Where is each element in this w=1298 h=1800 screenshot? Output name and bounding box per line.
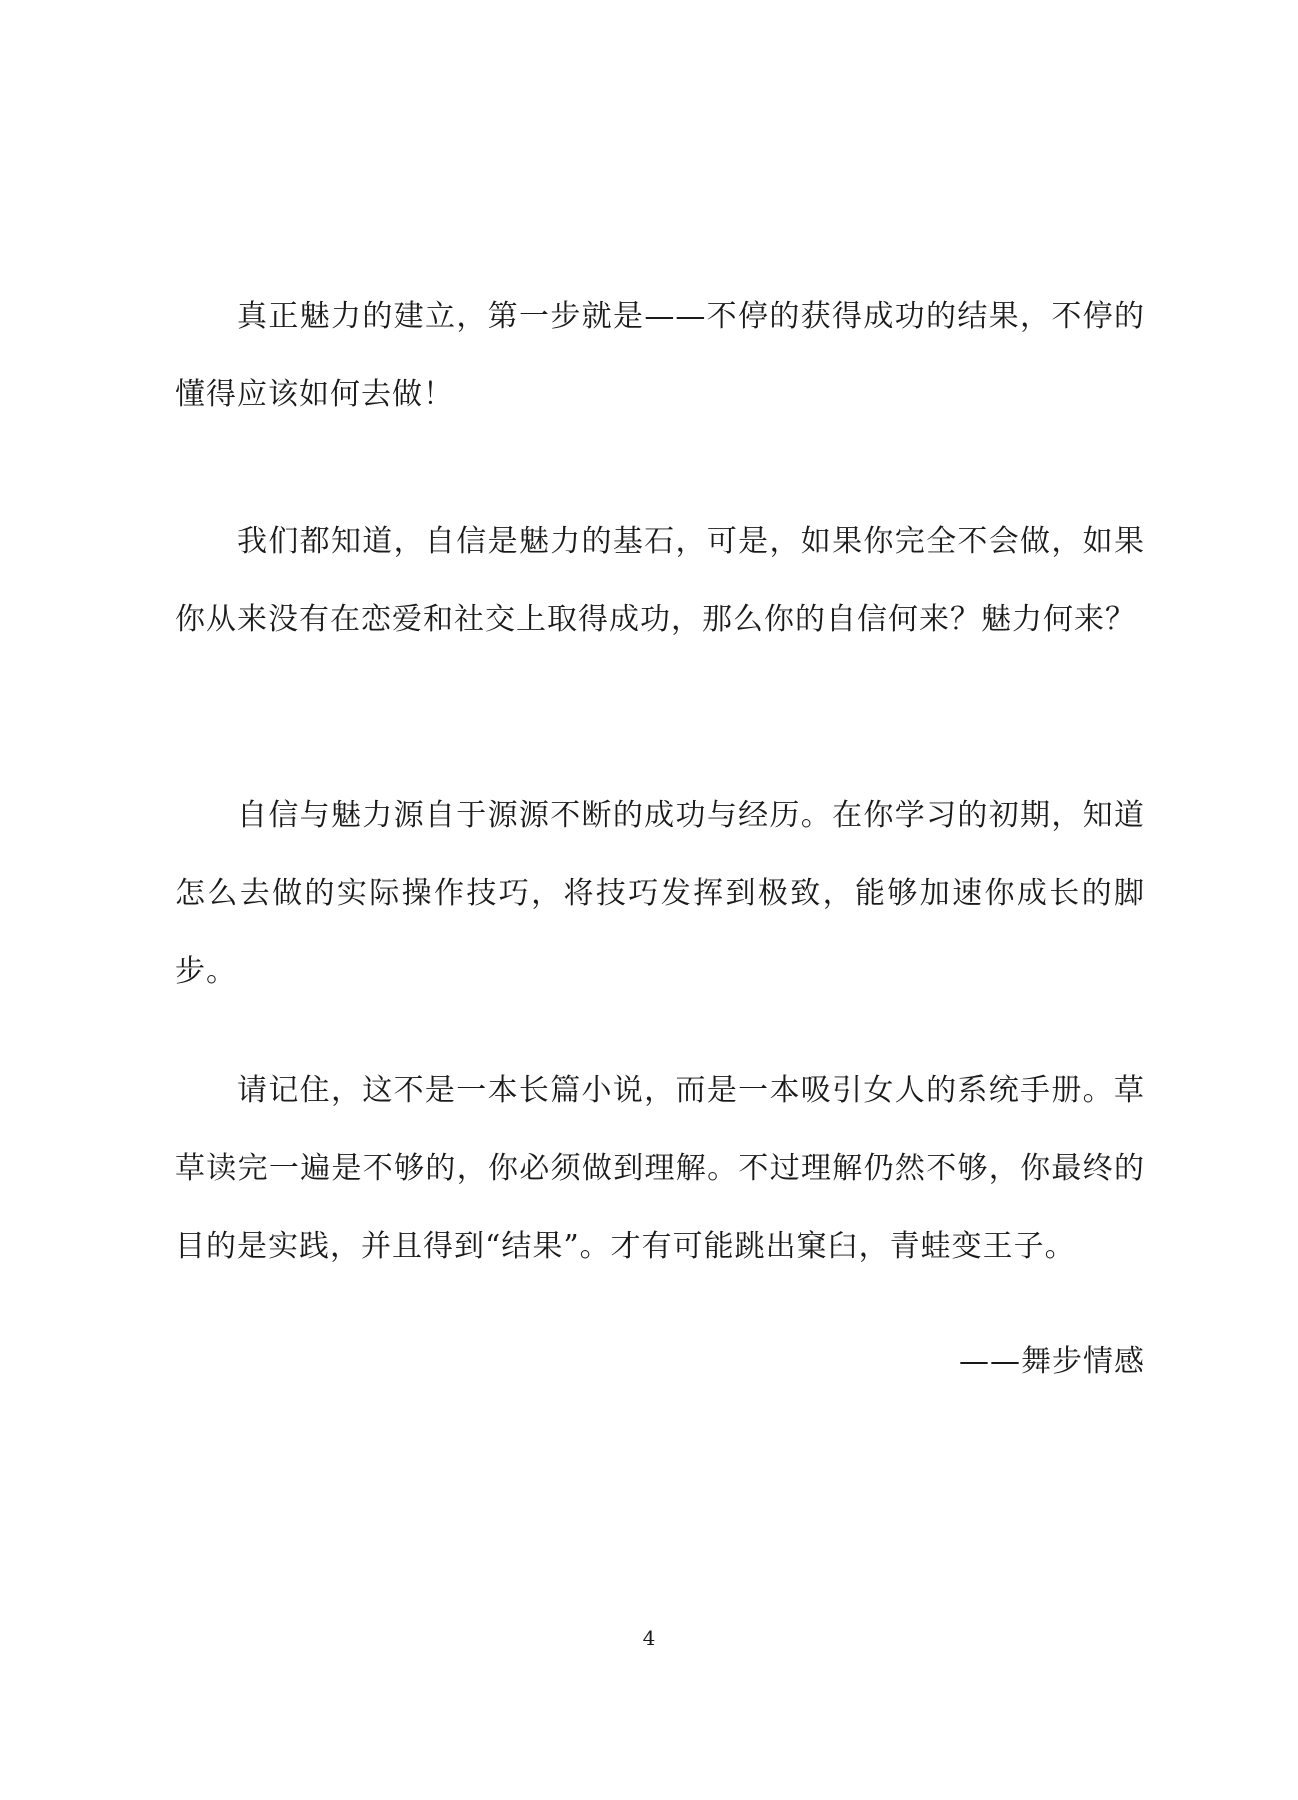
paragraph-2: [175, 503, 1145, 659]
paragraph-text: 我们都知道，自信是魅力的基石，可是，如果你完全不会做，如果你从来没有在恋爱和社交上取得成功，那么你的自信何来？魅力何来？: [175, 524, 1145, 637]
paragraph-3: [175, 777, 1145, 1011]
paragraph-4: [175, 1052, 1145, 1286]
paragraph-text: 请记住，这不是一本长篇小说，而是一本吸引女人的系统手册。草草读完一遍是不够的，你必须做到理解。不过理解仍然不够，你最终的目的是实践，并且得到“结果”。才有可能跳出窠臼，青蛙变王子。: [175, 1073, 1145, 1264]
page-number: 4: [642, 1626, 656, 1650]
paragraph-text: 真正魅力的建立，第一步就是——不停的获得成功的结果，不停的懂得应该如何去做！: [175, 299, 1145, 412]
paragraph-1: [175, 278, 1145, 434]
paragraph-text: 自信与魅力源自于源源不断的成功与经历。在你学习的初期，知道怎么去做的实际操作技巧，将技巧发挥到极致，能够加速你成长的脚步。: [175, 798, 1145, 989]
author-signature: ——舞步情感: [959, 1344, 1145, 1379]
